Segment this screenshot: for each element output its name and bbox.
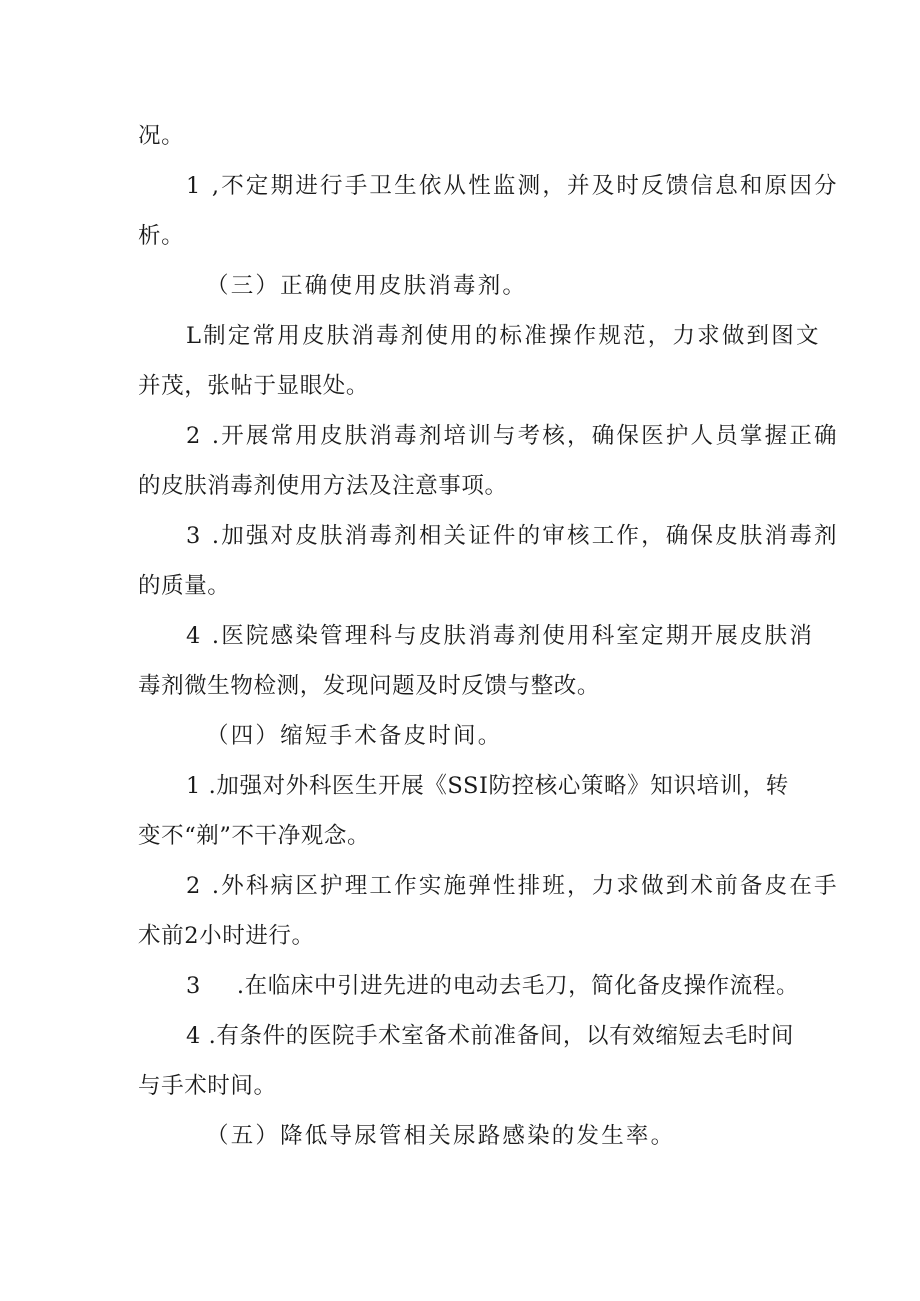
list-item-line: 与手术时间。 [138,1073,277,1099]
paragraph-end: 况。 [138,123,185,149]
list-item-line: 并茂，张帖于显眼处。 [138,373,370,399]
list-item-line: 的质量。 [138,573,231,599]
list-item-line: 1 ,不定期进行手卫生依从性监测，并及时反馈信息和原因分 [186,173,839,199]
list-item-line: 毒剂微生物检测，发现问题及时反馈与整改。 [138,673,601,699]
list-item-line: 变不“剃”不干净观念。 [138,823,371,849]
list-item-line: 4 .有条件的医院手术室备术前准备间，以有效缩短去毛时间 [186,1023,794,1049]
list-item-line: 的皮肤消毒剂使用方法及注意事项。 [138,473,508,499]
list-item-line: 3 .加强对皮肤消毒剂相关证件的审核工作，确保皮肤消毒剂 [186,523,839,549]
list-item-line [186,971,799,1001]
section-heading-5: （五）降低导尿管相关尿路感染的发生率。 [206,1123,676,1149]
list-item-text: .在临床中引进先进的电动去毛刀，简化备皮操作流程。 [236,973,800,999]
list-item-line: 2 .外科病区护理工作实施弹性排班，力求做到术前备皮在手 [186,873,839,899]
section-heading-3: （三）正确使用皮肤消毒剂。 [206,273,528,299]
list-item-line: 术前2小时进行。 [138,923,315,949]
section-heading-4: （四）缩短手术备皮时间。 [206,723,503,749]
list-item-number: 3 [186,973,201,999]
list-item-line: 2 .开展常用皮肤消毒剂培训与考核，确保医护人员掌握正确 [186,423,839,449]
list-item-line: 4 .医院感染管理科与皮肤消毒剂使用科室定期开展皮肤消 [186,623,815,649]
list-item-line: L制定常用皮肤消毒剂使用的标准操作规范，力求做到图文 [186,323,821,349]
list-item-line: 1 .加强对外科医生开展《SSI防控核心策略》知识培训，转 [186,773,789,799]
list-item-line: 析。 [138,223,185,249]
